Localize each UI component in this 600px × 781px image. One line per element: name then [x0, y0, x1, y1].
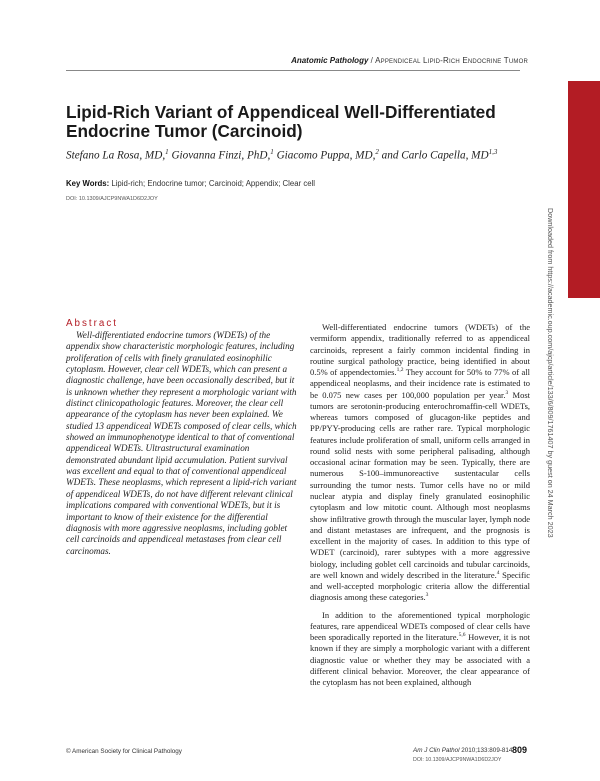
journal-citation	[413, 747, 512, 754]
citation-ref[interactable]: 5,6	[458, 632, 466, 639]
keywords-label: Key Words:	[66, 179, 110, 188]
citation-ref[interactable]: 1,2	[396, 367, 404, 374]
author-affiliation: 1	[270, 148, 274, 156]
abstract-heading: Abstract	[66, 318, 118, 329]
author-name: Giovanna Finzi, PhD,	[171, 149, 271, 162]
author-affiliation: 1,3	[488, 148, 498, 156]
article-title: Lipid-Rich Variant of Appendiceal Well-Differentiated Endocrine Tumor (Carcinoid)	[66, 102, 496, 141]
abstract-text: Well-differentiated endocrine tumors (WDETs) of the appendix show characteristic morphologic features, including proliferation of cells with finely granulated eosinophilic cytoplasm. However, clear cell WDETs, which can present a diagnostic challenge, have been occasionally described, but it is unknown whether they represent a morphologic variant with distinct clinicopathologic features. Moreover, the clear cell appearance of the cytoplasm has never been explained. We studied 13 appendiceal WDETs composed of clear cells, which showed an immunophenotype identical to that of conventional appendiceal WDETs. Ultrastructural examination demonstrated abundant lipid accumulation. Patient survival was excellent and equal to that of conventional appendiceal WDETs. These neoplasms, which represent a lipid-rich variant of appendiceal WDETs, do not have different relevant clinical implications compared with conventional WDETs, but it is important to know of their existence for the differential diagnosis with more aggressive neoplasms, including goblet cell carcinoids and appendiceal metastases from clear cell carcinomas.	[66, 330, 297, 556]
author-affiliation: 2	[375, 148, 379, 156]
journal-section: Anatomic Pathology	[291, 56, 369, 65]
body-paragraph	[310, 610, 530, 689]
running-head-topic: Appendiceal Lipid-Rich Endocrine Tumor	[375, 56, 528, 65]
body-text-run: Most tumors are serotonin-producing enterochromaffin-cell WDETs, whereas tumors composed of glucagon-like peptides and PP/PYY-producing cells are rather rare. Typical morphologic features include proliferation of small, uniform cells arranged in round solid nests with some peripheral palisading, although occasional acinar formation may be seen. Typically, there are numerous S-100–immunoreactive sustentacular cells surrounding the tumor nests. Tumor cells have no or mild nuclear atypia and display finely granulated eosinophilic cytoplasm and low mitotic count. Although most neoplasms show infiltrative growth through the muscular layer, lymph node and distant metastases are infrequent, and the prognosis is excellent in the majority of cases. In addition to this type of WDET (carcinoid), rarer subtypes with a more aggressive biology, including goblet cell carcinoids and tubular carcinoids, are well known and widely described in the literature.	[310, 389, 530, 580]
body-text-run: Well-differentiated endocrine tumors (WDETs) of the vermiform appendix, traditionally referred to as appendiceal carcinoids, represent a fairly common incidental finding in routine surgical pathology practice, being identified in about 0.5% of appendectomies.	[310, 322, 530, 378]
accent-bar	[568, 81, 600, 298]
download-watermark[interactable]: Downloaded from https://academic.oup.com/ajcp/article/133/6/809/1761407 by guest on 24 March 2023	[546, 208, 555, 538]
running-head-separator: /	[368, 56, 376, 65]
body-text-run: In addition to the aforementioned typical morphologic features, rare appendiceal WDETs composed of clear cells have been sporadically reported in the literature.	[310, 609, 530, 643]
citation-volume: 2010;133:809-814	[459, 747, 513, 754]
keywords	[66, 179, 536, 188]
body-column	[310, 322, 530, 689]
body-paragraph	[310, 322, 530, 604]
article-doi[interactable]: DOI: 10.1309/AJCP9NWA1D6D2JOY	[66, 196, 158, 202]
body-text-run: Specific and well-accepted morphologic criteria allow the differential diagnosis among these categories.	[310, 569, 530, 603]
author-name: Giacomo Puppa, MD,	[276, 149, 376, 162]
citation-ref[interactable]: 3	[505, 389, 509, 396]
author-name: Carlo Capella, MD	[401, 149, 489, 162]
header-rule	[66, 70, 520, 71]
running-head	[291, 56, 528, 65]
footer-doi[interactable]: DOI: 10.1309/AJCP9NWA1D6D2JOY	[413, 757, 502, 763]
author-list	[66, 145, 536, 163]
journal-name: Am J Clin Pathol	[413, 747, 460, 754]
author-separator: and	[378, 149, 402, 162]
author-name: Stefano La Rosa, MD,	[66, 149, 166, 162]
body-text-run: However, it is not known if they are simply a morphologic variant with a different diagnostic value or whether they may be associated with a different clinical behavior. Moreover, the clear appearance of the cytoplasm has not been explained, although	[310, 632, 530, 688]
keywords-list: Lipid-rich; Endocrine tumor; Carcinoid; Appendix; Clear cell	[111, 179, 316, 188]
citation-ref[interactable]: 3	[425, 592, 429, 599]
page-number: 809	[512, 745, 528, 755]
copyright-notice: © American Society for Clinical Pathology	[66, 748, 182, 755]
citation-ref[interactable]: 4	[496, 570, 500, 577]
author-affiliation: 1	[165, 148, 169, 156]
body-text-run: They account for 50% to 77% of all appendiceal neoplasms, and their incidence rate is estimated to be 0.075 new cases per 100,000 population per year.	[310, 367, 530, 400]
